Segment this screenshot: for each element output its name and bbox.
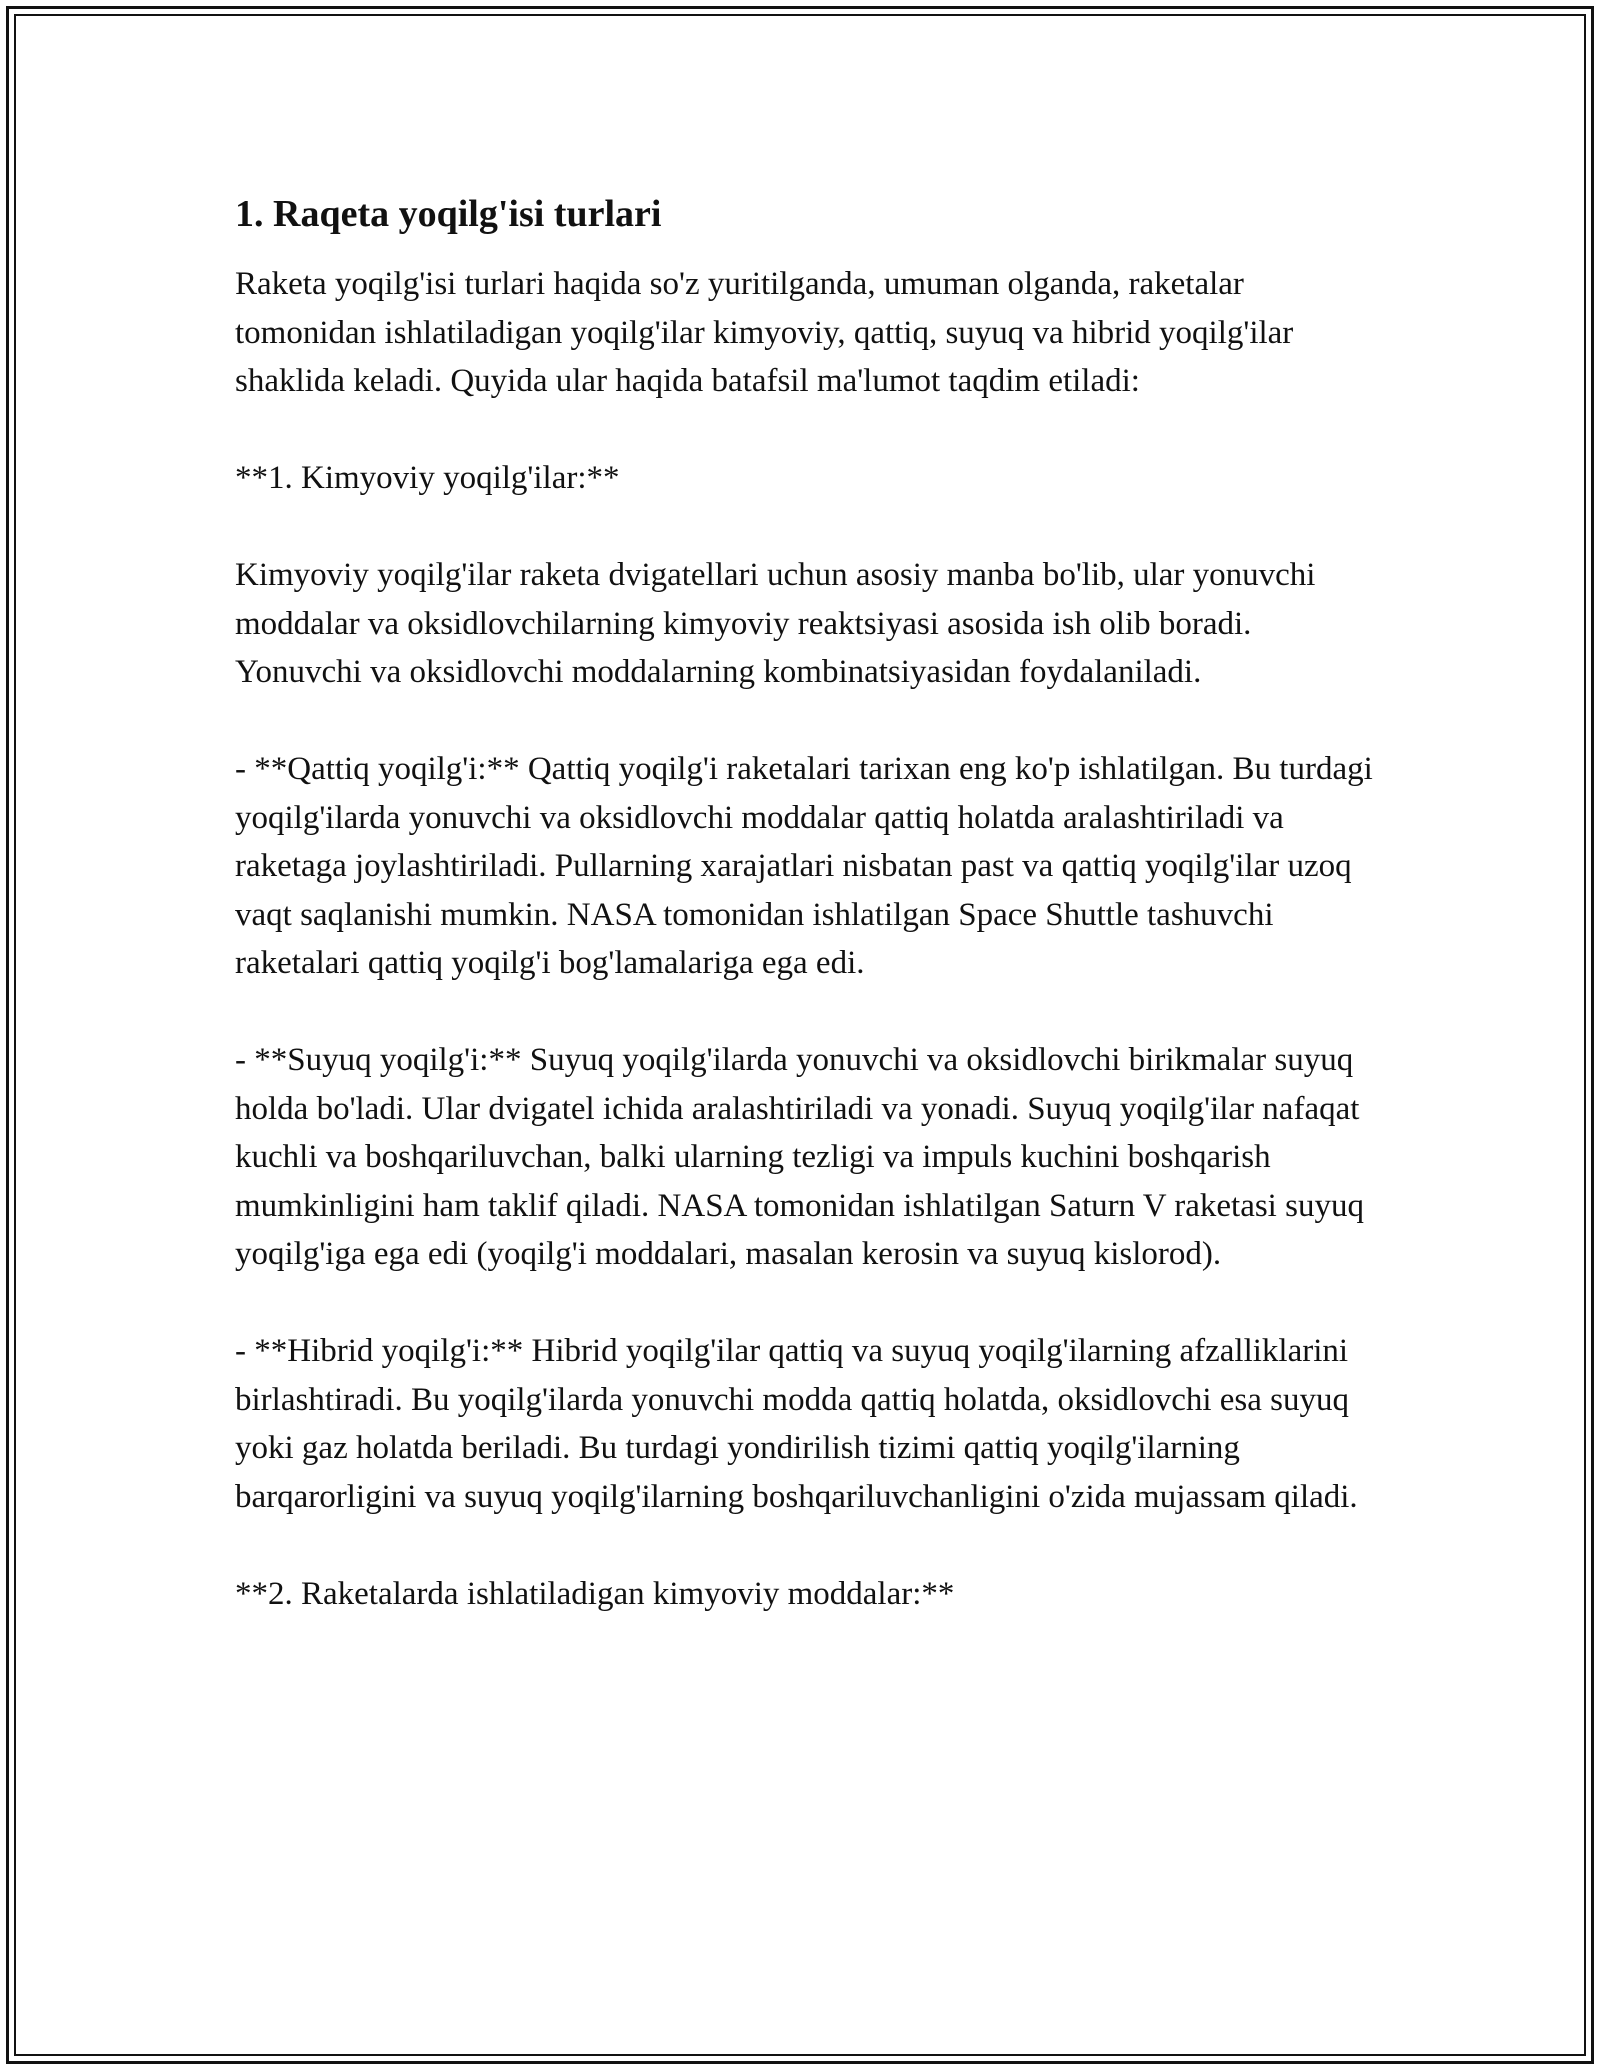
section-title: 1. Raqeta yoqilg'isi turlari: [235, 193, 662, 235]
hybrid-fuel-paragraph: - **Hibrid yoqilg'i:** Hibrid yoqilg'ilar qattiq va suyuq yoqilg'ilarning afzalliklarini birlashtiradi. Bu yoqilg'ilarda yonuvchi modda qattiq holatda, oksidlovchi esa suyuq yoki gaz holatda beriladi. Bu turdagi yondirilish tizimi qattiq yoqilg'ilarning barqarorligini va suyuq yoqilg'ilarning boshqariluvchanligini o'zida mujassam qiladi.: [235, 1333, 1358, 1515]
subheading-chemical-substances: **2. Raketalarda ishlatiladigan kimyoviy moddalar:**: [235, 1575, 955, 1612]
chemical-fuels-paragraph: Kimyoviy yoqilg'ilar raketa dvigatellari uchun asosiy manba bo'lib, ular yonuvchi moddalar va oksidlovchilarning kimyoviy reaktsiyasi asosida ish olib boradi. Yonuvchi va oksidlovchi moddalarning kombinatsiyasidan foydalaniladi.: [235, 557, 1316, 690]
subheading-chemical-fuels: **1. Kimyoviy yoqilg'ilar:**: [235, 460, 620, 496]
liquid-fuel-paragraph: - **Suyuq yoqilg'i:** Suyuq yoqilg'ilarda yonuvchi va oksidlovchi birikmalar suyuq holda bo'ladi. Ular dvigatel ichida aralashtiriladi va yonadi. Suyuq yoqilg'ilar nafaqat kuchli va boshqariluvchan, balki ularning tezligi va impuls kuchini boshqarish mumkinligini ham taklif qiladi. NASA tomonidan ishlatilgan Saturn V raketasi suyuq yoqilg'iga ega edi (yoqilg'i moddalari, masalan kerosin va suyuq kislorod).: [235, 1042, 1364, 1272]
document-body: [235, 190, 1375, 1667]
solid-fuel-paragraph: - **Qattiq yoqilg'i:** Qattiq yoqilg'i raketalari tarixan eng ko'p ishlatilgan. Bu turdagi yoqilg'ilarda yonuvchi va oksidlovchi moddalar qattiq holatda aralashtiriladi va raketaga joylashtiriladi. Pullarning xarajatlari nisbatan past va qattiq yoqilg'ilar uzoq vaqt saqlanishi mumkin. NASA tomonidan ishlatilgan Space Shuttle tashuvchi raketalari qattiq yoqilg'i bog'lamalariga ega edi.: [235, 751, 1373, 981]
intro-paragraph: Raketa yoqilg'isi turlari haqida so'z yuritilganda, umuman olganda, raketalar tomonidan ishlatiladigan yoqilg'ilar kimyoviy, qattiq, suyuq va hibrid yoqilg'ilar shaklida keladi. Quyida ular haqida batafsil ma'lumot taqdim etiladi:: [235, 266, 1294, 399]
